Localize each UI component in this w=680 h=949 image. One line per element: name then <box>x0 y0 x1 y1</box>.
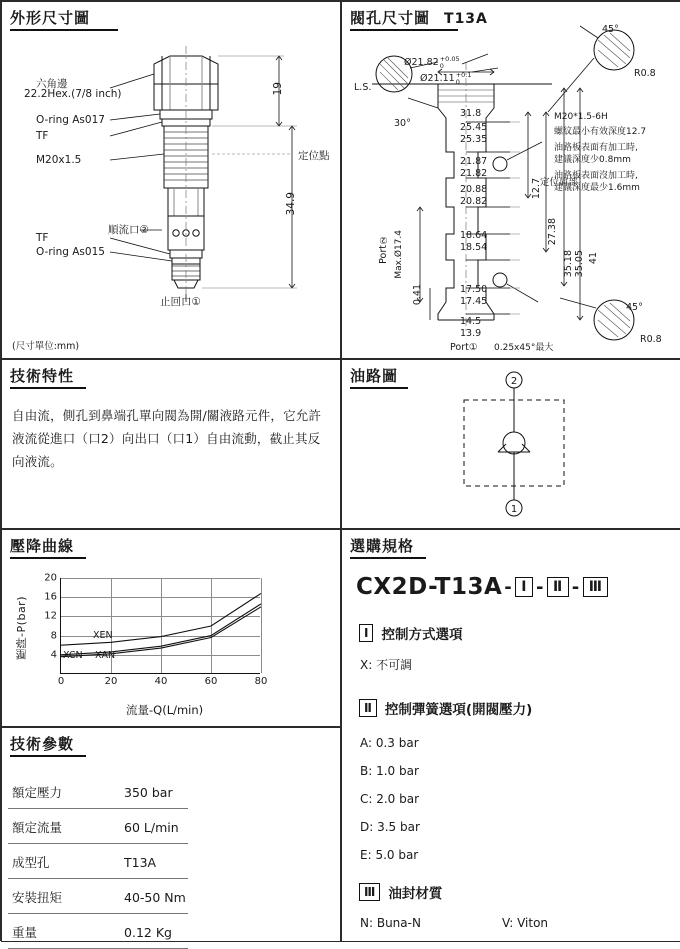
panel-technical-parameters <box>1 727 341 942</box>
model-code-dash-2: - <box>536 576 544 598</box>
option-group-3-item-right: V: Viton <box>502 916 549 930</box>
dim-35-05: 35.05 <box>574 250 585 278</box>
option-group-2-item-4: E: 5.0 bar <box>360 848 419 862</box>
table-row <box>8 774 188 809</box>
option-group-2-title: 控制彈簧選項(開閥壓力) <box>384 702 533 718</box>
label-locating-point: 定位點 <box>298 150 330 162</box>
param-value: 40-50 Nm <box>64 879 188 914</box>
valve-cavity-code: T13A <box>444 11 488 27</box>
param-value: T13A <box>64 844 188 879</box>
ytick-4: 4 <box>50 649 57 661</box>
title-underline-tech <box>10 387 86 389</box>
label-stop-port: 止回口① <box>160 296 201 308</box>
dim-14-5: 14.5 <box>460 316 482 327</box>
svg-text:1: 1 <box>510 504 518 515</box>
ytick-20: 20 <box>44 572 57 584</box>
panel-circuit-diagram <box>341 359 680 529</box>
param-value: 0.12 Kg <box>64 914 188 949</box>
panel-title-tech-feature: 技術特性 <box>10 367 75 385</box>
table-row <box>8 844 188 879</box>
xtick-80: 80 <box>254 676 268 687</box>
label-port2: Port② <box>378 234 389 264</box>
model-code-prefix: CX2D-T13A <box>356 574 503 600</box>
label-chamfer: 0.25x45°最大 <box>494 343 554 353</box>
panel-title-circuit: 油路圖 <box>350 367 399 385</box>
panel-outline-dimensions <box>1 1 341 359</box>
option-group-1-header <box>358 623 462 643</box>
note-face-3: 油路板表面沒加工時, <box>554 171 638 181</box>
label-dia-21-11: Ø21.11 +0.1 0 <box>420 71 472 86</box>
model-code-slot-3: Ⅲ <box>583 577 609 598</box>
dim-21-87: 21.87 <box>460 156 488 167</box>
panel-title-curve: 壓降曲線 <box>10 537 75 555</box>
dim-13-9: 13.9 <box>460 328 482 339</box>
dim-31-8: 31.8 <box>460 108 482 119</box>
note-thread-1: M20*1.5-6H <box>554 112 608 122</box>
label-angle-30: 30° <box>394 118 411 129</box>
dim-35-18: 35.18 <box>563 250 574 278</box>
chart-xlabel: 流量-Q(L/min) <box>126 703 204 717</box>
title-underline-params <box>10 755 86 757</box>
option-group-1-item-0: X: 不可調 <box>360 658 413 672</box>
dim-34-9: 34.9 <box>285 192 297 216</box>
ytick-8: 8 <box>50 630 57 642</box>
label-tf-top: TF <box>36 130 49 142</box>
model-code <box>356 574 609 600</box>
option-group-2-num: Ⅱ <box>359 699 377 717</box>
label-max-dia: Max.Ø17.4 <box>394 230 404 279</box>
model-code-slot-1: Ⅰ <box>515 577 533 598</box>
option-group-3-item-left: N: Buna-N <box>360 916 421 930</box>
label-locating-shoulder: 定位肩部 <box>540 177 579 188</box>
table-row <box>8 914 188 949</box>
param-label: 重量 <box>8 914 64 949</box>
gridline-x-80 <box>261 578 262 673</box>
dim-25-35: 25.35 <box>460 134 488 145</box>
panel-valve-hole-dimensions <box>341 1 680 359</box>
label-hex-spec: 22.2Hex.(7/8 inch) <box>24 88 122 100</box>
panel-ordering-options <box>341 529 680 942</box>
model-code-dash-3: - <box>571 576 580 598</box>
panel-technical-feature <box>1 359 341 529</box>
dim-18-64: 18.64 <box>460 230 488 241</box>
svg-text:2: 2 <box>510 376 518 387</box>
param-value: 60 L/min <box>64 809 188 844</box>
option-group-2-header <box>358 698 532 718</box>
model-code-slot-2: Ⅱ <box>547 577 569 598</box>
option-group-2-item-1: B: 1.0 bar <box>360 764 419 778</box>
label-dia-21-82: Ø21.82 +0.05 0 <box>404 55 460 70</box>
param-label: 安裝扭矩 <box>8 879 64 914</box>
tech-feature-text: 自由流，側孔到鼻端孔單向閥為開/關液路元件，它允許液流從進口（口2）向出口（口1）自由流動，截止其反向液流。 <box>12 408 322 470</box>
dim-19: 19 <box>272 82 284 96</box>
option-group-1-num: Ⅰ <box>359 624 373 642</box>
unit-note: (尺寸單位:mm) <box>12 341 80 352</box>
label-flow-port: 順流口② <box>108 224 149 236</box>
option-group-2-item-0: A: 0.3 bar <box>360 736 419 750</box>
param-label: 額定壓力 <box>8 774 64 809</box>
param-label: 額定流量 <box>8 809 64 844</box>
panel-title-outline: 外形尺寸圖 <box>10 9 91 27</box>
dim-20-88: 20.88 <box>460 184 488 195</box>
xtick-60: 60 <box>204 676 218 687</box>
xtick-0: 0 <box>57 676 65 687</box>
title-underline-options <box>350 557 426 559</box>
label-r08-bot: R0.8 <box>640 334 662 345</box>
option-group-2-item-2: C: 2.0 bar <box>360 792 420 806</box>
note-face-4: 建議深度最少1.6mm <box>554 183 640 193</box>
label-ls: L.S. <box>354 82 372 93</box>
dim-21-82: 21.82 <box>460 168 488 179</box>
dim-25-45: 25.45 <box>460 122 488 133</box>
curve-label-xcn: XCN <box>63 650 83 661</box>
dim-12-7: 12.7 <box>531 178 542 200</box>
label-angle-45-bot: 45° <box>626 302 643 313</box>
panel-title-options: 選購規格 <box>350 537 415 555</box>
label-tf-bottom: TF <box>36 232 49 244</box>
dim-41: 41 <box>588 252 599 265</box>
panel-pressure-drop-curve <box>1 529 341 727</box>
label-port1: Port① <box>450 342 478 353</box>
label-hex: 六角邊 <box>36 78 68 90</box>
option-group-3-header <box>358 882 442 902</box>
label-r08-top: R0.8 <box>634 68 656 79</box>
chart-plot-area <box>44 572 268 687</box>
param-label: 成型孔 <box>8 844 64 879</box>
dim-18-54: 18.54 <box>460 242 488 253</box>
dim-17-50: 17.50 <box>460 284 488 295</box>
label-oring-015: O-ring As015 <box>36 246 105 258</box>
option-group-2-item-3: D: 3.5 bar <box>360 820 420 834</box>
label-angle-45-top: 45° <box>602 24 619 35</box>
title-underline-curve <box>10 557 86 559</box>
circuit-port-2-label <box>510 397 520 407</box>
option-group-1-title: 控制方式選項 <box>381 627 463 643</box>
note-thread-2: 螺紋最小有效深度12.7 <box>554 127 647 137</box>
dim-17-45: 17.45 <box>460 296 488 307</box>
ytick-12: 12 <box>44 610 57 622</box>
panel-title-valve: 閥孔尺寸圖 <box>350 9 431 27</box>
panel-title-params: 技術參數 <box>10 735 75 753</box>
ytick-16: 16 <box>44 591 57 603</box>
dim-27-38: 27.38 <box>547 218 558 246</box>
param-value: 350 bar <box>64 774 188 809</box>
dim-20-82: 20.82 <box>460 196 488 207</box>
option-group-3-num: Ⅲ <box>359 883 380 901</box>
option-group-3-title: 油封材質 <box>388 886 443 902</box>
model-code-dash-1: - <box>504 576 513 598</box>
table-row <box>8 879 188 914</box>
chart-series-lines <box>61 578 261 674</box>
label-oring-017: O-ring As017 <box>36 114 105 126</box>
chart-ylabel: 壓降-P(bar) <box>15 596 28 660</box>
chart-pressure-drop <box>16 570 328 720</box>
xtick-40: 40 <box>154 676 168 687</box>
label-thread-m20: M20x1.5 <box>36 154 82 166</box>
circuit-symbol <box>342 360 680 530</box>
xtick-20: 20 <box>104 676 118 687</box>
table-row <box>8 809 188 844</box>
note-face-1: 油路板表面有加工時, <box>554 143 638 153</box>
params-table <box>8 774 188 949</box>
dim-0-41: 0.41 <box>412 284 423 306</box>
curve-label-xen: XEN <box>93 630 113 641</box>
curve-label-xan: XAN <box>95 650 116 661</box>
note-face-2: 建議深度少0.8mm <box>554 155 631 165</box>
